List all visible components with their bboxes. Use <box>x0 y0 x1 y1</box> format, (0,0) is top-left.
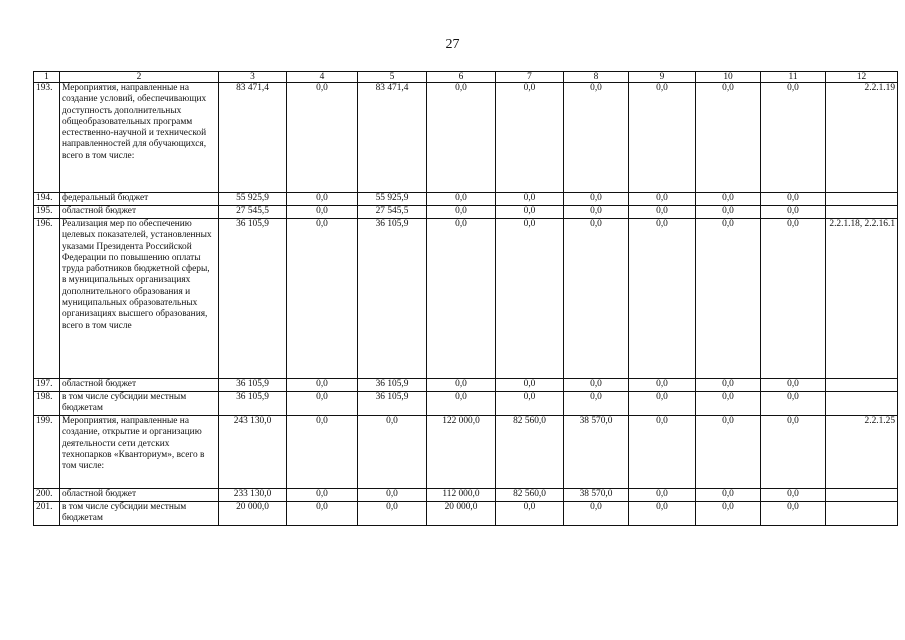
cell-value: 0,0 <box>496 206 564 219</box>
table-row <box>34 502 898 526</box>
header-cell: 6 <box>427 72 496 83</box>
cell-value: 0,0 <box>564 392 629 416</box>
cell-value: 20 000,0 <box>219 502 287 526</box>
cell-value: 0,0 <box>427 379 496 392</box>
cell-value: 233 130,0 <box>219 489 287 502</box>
row-reference <box>826 193 898 206</box>
cell-value: 0,0 <box>629 489 696 502</box>
cell-value: 0,0 <box>629 416 696 489</box>
cell-value: 0,0 <box>564 379 629 392</box>
page-number: 27 <box>445 37 460 52</box>
header-cell: 4 <box>287 72 358 83</box>
header-cell: 8 <box>564 72 629 83</box>
cell-value: 36 105,9 <box>219 219 287 379</box>
cell-value: 0,0 <box>564 219 629 379</box>
cell-value: 0,0 <box>427 219 496 379</box>
cell-value: 0,0 <box>564 502 629 526</box>
cell-value: 0,0 <box>496 219 564 379</box>
row-number: 196. <box>34 219 60 379</box>
budget-table <box>33 71 898 526</box>
cell-value: 0,0 <box>629 83 696 193</box>
table-row <box>34 379 898 392</box>
table-row <box>34 392 898 416</box>
row-number: 194. <box>34 193 60 206</box>
cell-value: 0,0 <box>287 83 358 193</box>
row-reference: 2.2.1.18, 2.2.16.1 <box>826 219 898 379</box>
cell-value: 0,0 <box>358 489 427 502</box>
cell-value: 36 105,9 <box>358 392 427 416</box>
cell-value: 112 000,0 <box>427 489 496 502</box>
cell-value: 27 545,5 <box>219 206 287 219</box>
row-number: 198. <box>34 392 60 416</box>
cell-value: 0,0 <box>358 416 427 489</box>
header-cell: 2 <box>60 72 219 83</box>
cell-value: 20 000,0 <box>427 502 496 526</box>
cell-value: 0,0 <box>696 392 761 416</box>
cell-value: 0,0 <box>629 219 696 379</box>
cell-value: 55 925,9 <box>358 193 427 206</box>
cell-value: 0,0 <box>496 392 564 416</box>
row-name: Мероприятия, направленные на создание, открытие и организацию деятельности сети детских технопарков «Кванториум», всего в том числе: <box>60 416 219 489</box>
header-cell: 5 <box>358 72 427 83</box>
cell-value: 0,0 <box>696 206 761 219</box>
cell-value: 0,0 <box>427 193 496 206</box>
table-row <box>34 206 898 219</box>
cell-value: 0,0 <box>761 489 826 502</box>
cell-value: 0,0 <box>427 83 496 193</box>
row-reference <box>826 206 898 219</box>
cell-value: 0,0 <box>696 83 761 193</box>
header-cell: 3 <box>219 72 287 83</box>
row-number: 195. <box>34 206 60 219</box>
cell-value: 27 545,5 <box>358 206 427 219</box>
cell-value: 36 105,9 <box>358 219 427 379</box>
cell-value: 0,0 <box>427 392 496 416</box>
row-number: 201. <box>34 502 60 526</box>
cell-value: 36 105,9 <box>358 379 427 392</box>
header-cell: 12 <box>826 72 898 83</box>
cell-value: 36 105,9 <box>219 379 287 392</box>
header-cell: 9 <box>629 72 696 83</box>
cell-value: 122 000,0 <box>427 416 496 489</box>
cell-value: 0,0 <box>496 379 564 392</box>
cell-value: 0,0 <box>696 219 761 379</box>
row-number: 200. <box>34 489 60 502</box>
table-row <box>34 489 898 502</box>
cell-value: 0,0 <box>287 206 358 219</box>
cell-value: 0,0 <box>287 392 358 416</box>
header-cell: 11 <box>761 72 826 83</box>
cell-value: 0,0 <box>629 206 696 219</box>
table-row <box>34 219 898 379</box>
cell-value: 0,0 <box>761 206 826 219</box>
cell-value: 0,0 <box>761 219 826 379</box>
cell-value: 0,0 <box>287 489 358 502</box>
header-cell: 10 <box>696 72 761 83</box>
header-cell: 1 <box>34 72 60 83</box>
cell-value: 0,0 <box>761 502 826 526</box>
cell-value: 0,0 <box>287 219 358 379</box>
cell-value: 0,0 <box>696 416 761 489</box>
row-name: областной бюджет <box>60 489 219 502</box>
cell-value: 83 471,4 <box>358 83 427 193</box>
table-row <box>34 416 898 489</box>
cell-value: 0,0 <box>761 193 826 206</box>
row-number: 197. <box>34 379 60 392</box>
header-row <box>34 72 898 83</box>
cell-value: 0,0 <box>629 502 696 526</box>
row-reference <box>826 379 898 392</box>
cell-value: 0,0 <box>761 83 826 193</box>
row-reference <box>826 489 898 502</box>
table-row <box>34 83 898 193</box>
row-number: 199. <box>34 416 60 489</box>
row-reference <box>826 392 898 416</box>
cell-value: 0,0 <box>696 502 761 526</box>
cell-value: 0,0 <box>761 416 826 489</box>
row-name: областной бюджет <box>60 379 219 392</box>
cell-value: 0,0 <box>629 379 696 392</box>
cell-value: 0,0 <box>496 83 564 193</box>
cell-value: 0,0 <box>287 502 358 526</box>
row-name: федеральный бюджет <box>60 193 219 206</box>
cell-value: 0,0 <box>358 502 427 526</box>
cell-value: 55 925,9 <box>219 193 287 206</box>
row-reference <box>826 502 898 526</box>
row-name: областной бюджет <box>60 206 219 219</box>
cell-value: 38 570,0 <box>564 416 629 489</box>
cell-value: 0,0 <box>761 392 826 416</box>
cell-value: 243 130,0 <box>219 416 287 489</box>
row-name: Мероприятия, направленные на создание условий, обеспечивающих доступность дополнительных общеобразовательных программ естественно-научной и технической направленностей для обучающихся, всего в том числе: <box>60 83 219 193</box>
cell-value: 0,0 <box>564 206 629 219</box>
cell-value: 0,0 <box>629 193 696 206</box>
cell-value: 0,0 <box>496 193 564 206</box>
cell-value: 82 560,0 <box>496 416 564 489</box>
cell-value: 0,0 <box>287 379 358 392</box>
row-reference: 2.2.1.25 <box>826 416 898 489</box>
header-cell: 7 <box>496 72 564 83</box>
row-name: в том числе субсидии местным бюджетам <box>60 392 219 416</box>
cell-value: 38 570,0 <box>564 489 629 502</box>
row-reference: 2.2.1.19 <box>826 83 898 193</box>
cell-value: 0,0 <box>564 83 629 193</box>
row-name: Реализация мер по обеспечению целевых показателей, установленных указами Президента Российской Федерации по повышению оплаты труда работников бюджетной сферы, в муниципальных организациях дополнительного образования и муниципальных образовательных организациях высшего образования, всего в том числе <box>60 219 219 379</box>
cell-value: 0,0 <box>496 502 564 526</box>
table-row <box>34 193 898 206</box>
cell-value: 0,0 <box>696 193 761 206</box>
cell-value: 36 105,9 <box>219 392 287 416</box>
cell-value: 83 471,4 <box>219 83 287 193</box>
cell-value: 0,0 <box>427 206 496 219</box>
cell-value: 0,0 <box>287 416 358 489</box>
cell-value: 0,0 <box>564 193 629 206</box>
cell-value: 82 560,0 <box>496 489 564 502</box>
row-name: в том числе субсидии местным бюджетам <box>60 502 219 526</box>
cell-value: 0,0 <box>696 379 761 392</box>
cell-value: 0,0 <box>761 379 826 392</box>
cell-value: 0,0 <box>696 489 761 502</box>
row-number: 193. <box>34 83 60 193</box>
cell-value: 0,0 <box>287 193 358 206</box>
cell-value: 0,0 <box>629 392 696 416</box>
